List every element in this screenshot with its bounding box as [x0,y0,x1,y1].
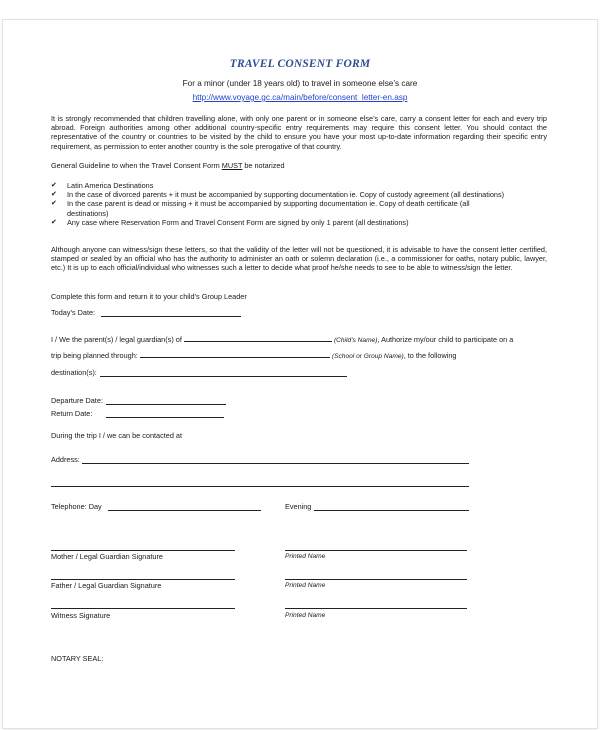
list-item [51,181,511,190]
telephone-evening-label: Evening [285,502,312,511]
list-item-label: Any case where Reservation Form and Travel Consent Form are signed by only 1 parent (all destinations) [67,217,409,227]
child-name-field[interactable] [184,334,332,342]
check-mark-icon: ✔ [51,181,57,189]
following-label: , to the following [403,351,457,360]
witness-printed-name-field[interactable] [285,608,467,609]
school-group-hint: (School or Group Name) [331,353,404,360]
address-field-line-1[interactable] [82,463,469,464]
guideline-prefix: General Guideline to when the Travel Consent Form [51,161,222,170]
guideline-must: MUST [221,161,243,170]
destinations-field[interactable] [100,376,347,377]
todays-date-label: Today’s Date: [51,308,96,317]
check-mark-icon: ✔ [51,190,57,199]
address-label: Address: [51,455,80,464]
guideline-suffix: be notarized [242,161,285,170]
witness-signature-field[interactable] [51,608,235,609]
witness-signature-label: Witness Signature [51,611,111,620]
departure-label: Departure Date: [51,396,103,405]
parent-prefix-label: I / We the parent(s) / legal guardian(s) of [51,335,182,344]
check-mark-icon: ✔ [51,217,57,226]
list-item-label: In the case parent is dead or missing + it must be accompanied by supporting documentation ie. Copy of death certificate (all destinations) [67,199,470,218]
form-subtitle: For a minor (under 18 years old) to travel in someone else’s care [182,79,418,88]
telephone-day-label: Telephone: Day [51,502,102,511]
form-title: TRAVEL CONSENT FORM [229,58,371,70]
check-mark-icon: ✔ [51,199,57,208]
school-group-field[interactable] [140,350,330,358]
contact-label: During the trip I / we can be contacted at [51,431,183,440]
mother-signature-field[interactable] [51,550,235,551]
child-name-hint: (Child’s Name) [333,337,378,344]
parent-line [51,334,513,345]
father-printed-name-field[interactable] [285,579,467,580]
return-field[interactable] [106,417,224,418]
authorize-label: , Authorize my/our child to participate on a [377,335,514,344]
list-item-label: In the case of divorced parents + it must be accompanied by supporting documentation ie. Copy of custody agreement (all destinations) [67,190,505,200]
consent-letter-link[interactable]: http://www.voyage.gc.ca/main/before/consent_letter-en.asp [192,93,408,102]
list-item [51,190,511,199]
list-item-label: Latin America Destinations [67,181,154,190]
notary-seal-label: NOTARY SEAL: [51,654,104,663]
trip-prefix-label: trip being planned through: [51,351,138,360]
address-field-line-2[interactable] [51,486,469,487]
father-signature-label: Father / Legal Guardian Signature [51,581,162,590]
guideline-heading [51,161,285,170]
trip-line [51,350,456,361]
witness-paragraph: Although anyone can witness/sign these letters, so that the validity of the letter will not be questioned, it is advisable to have the consent letter certified, stamped or sealed by an official who has the authority to administer an oath or solemn declaration (i.e., a commissioner for oaths, notary public, lawyer, etc.) It is up to each official/individual who witnesses such a letter to decide what proof he/she needs to see to be able to witness/sign the letter. [51,245,547,273]
return-label: Return Date: [51,409,93,418]
father-signature-field[interactable] [51,579,235,580]
witness-printed-name-label: Printed Name [285,612,326,619]
list-item [51,199,511,217]
mother-printed-name-field[interactable] [285,550,467,551]
complete-note: Complete this form and return it to your child’s Group Leader [51,292,247,301]
telephone-day-field[interactable] [108,510,261,511]
departure-field[interactable] [106,404,226,405]
telephone-evening-field[interactable] [314,510,469,511]
destinations-label: destination(s): [51,368,97,377]
father-printed-name-label: Printed Name [285,582,326,589]
intro-paragraph: It is strongly recommended that children travelling alone, with only one parent or in someone else’s care, carry a consent letter for each and every trip abroad. Foreign authorities among other additional country-specific entry requirements may require this consent letter. You should contact the representative of the country or countries to be visited by the child to ensure you have your most up-to-date information regarding their specific entry requirement, as permission to enter another country is the sole prerogative of that country. [51,114,547,151]
todays-date-field[interactable] [101,316,241,317]
notarize-checklist [51,181,511,227]
list-item [51,218,511,227]
mother-printed-name-label: Printed Name [285,553,326,560]
mother-signature-label: Mother / Legal Guardian Signature [51,552,163,561]
